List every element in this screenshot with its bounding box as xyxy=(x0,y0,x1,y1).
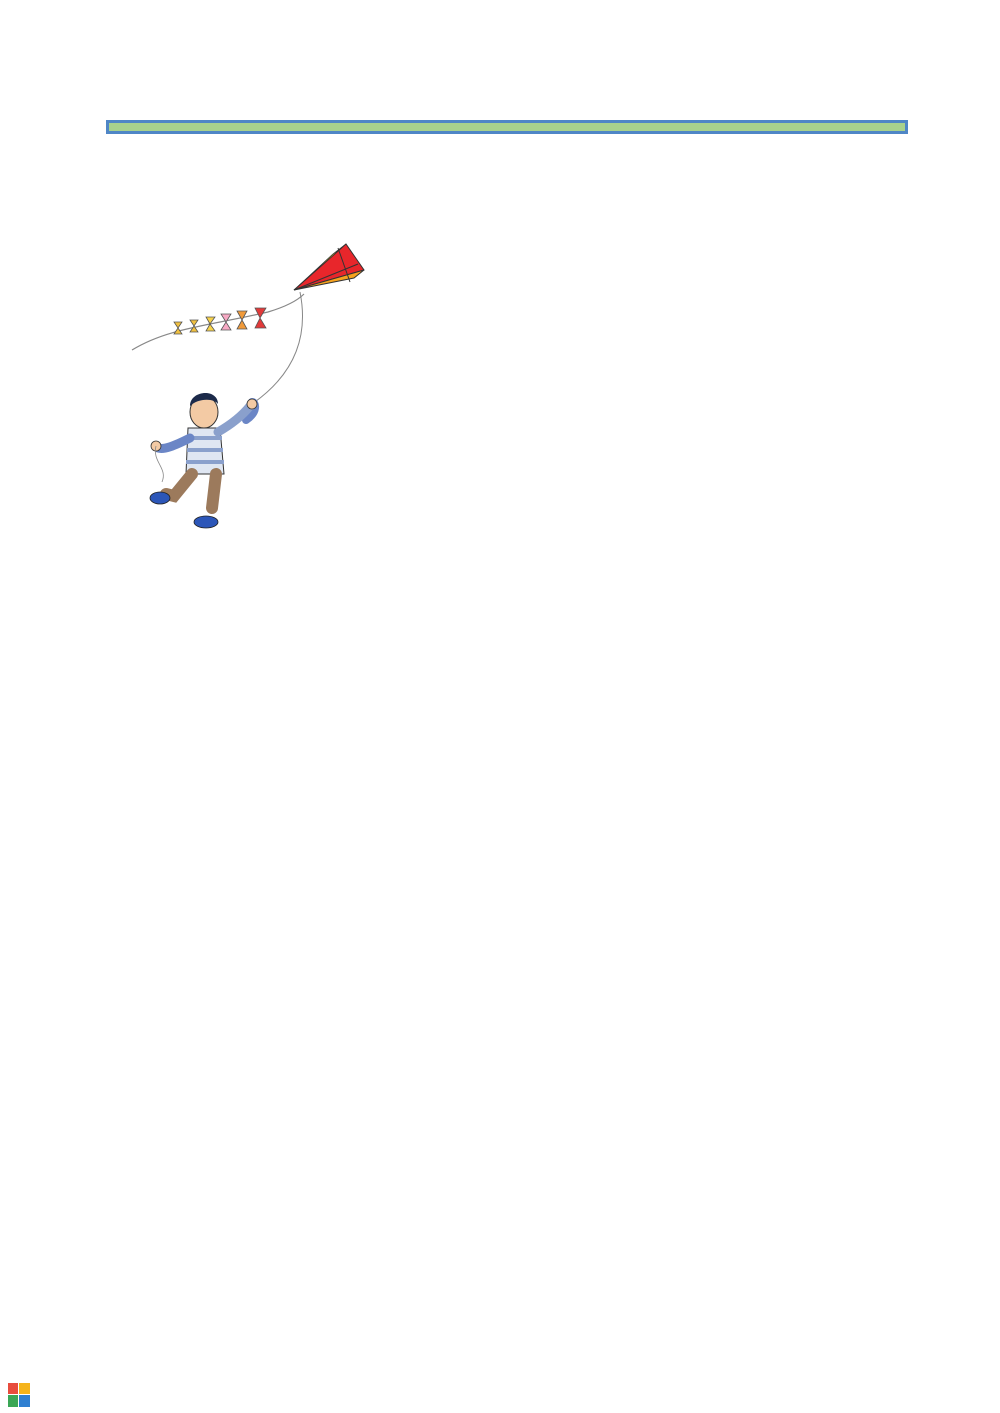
kite-boy-illustration xyxy=(128,242,368,534)
liveworksheets-logo xyxy=(8,1380,34,1410)
title-box xyxy=(106,120,908,134)
liveworksheets-logo-icon xyxy=(8,1383,30,1407)
